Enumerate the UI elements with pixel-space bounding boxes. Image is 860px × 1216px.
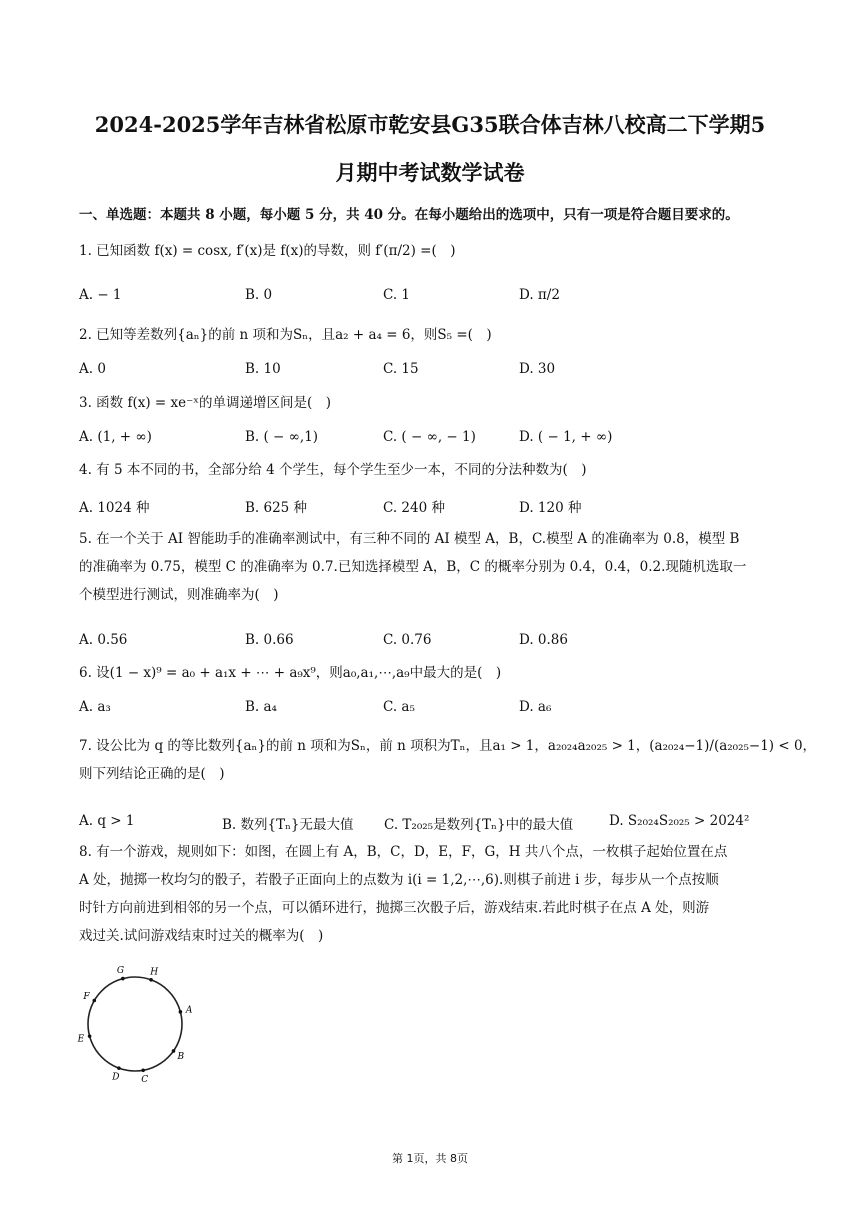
option-d: D. ( − 1, + ∞) bbox=[519, 429, 613, 445]
option-a: A. (1, + ∞) bbox=[79, 429, 152, 445]
point-e bbox=[88, 1034, 92, 1038]
question-5-line-2: 的准确率为 0.75，模型 C 的准确率为 0.7.已知选择模型 A，B，C 的概率分别为 0.4，0.4，0.2.现随机选取一 bbox=[79, 559, 747, 575]
option-a: A. 0.56 bbox=[79, 632, 128, 648]
question-8-line-2: A 处，抛掷一枚均匀的骰子，若骰子正面向上的点数为 i(i = 1,2,⋯,6).则棋子前进 i 步，每步从一个点按顺 bbox=[79, 872, 719, 888]
circle-outline bbox=[88, 977, 182, 1071]
question-5-options bbox=[79, 632, 781, 652]
option-d: D. π/2 bbox=[519, 287, 560, 303]
point-c bbox=[141, 1068, 145, 1072]
option-a: A. − 1 bbox=[79, 287, 122, 303]
question-5-line-3: 个模型进行测试，则准确率为( ) bbox=[79, 587, 279, 603]
option-b: B. 0.66 bbox=[245, 632, 294, 648]
question-6-stem: 6. 设(1 − x)⁹ = a₀ + a₁x + ⋯ + a₉x⁹，则a₀,a₁,⋯,a₉中最大的是( ) bbox=[79, 665, 502, 681]
point-h bbox=[149, 978, 153, 982]
question-3-options bbox=[79, 429, 781, 449]
point-b bbox=[172, 1049, 176, 1053]
question-7-line-1: 7. 设公比为 q 的等比数列{aₙ}的前 n 项和为Sₙ，前 n 项积为Tₙ，且a₁ > 1，a₂₀₂₄a₂₀₂₅ > 1，(a₂₀₂₄−1)/(a₂₀₂₅−1) < 0， bbox=[79, 738, 817, 754]
question-8-line-1: 8. 有一个游戏，规则如下：如图，在圆上有 A，B，C，D，E，F，G，H 共八个点，一枚棋子起始位置在点 bbox=[79, 844, 728, 860]
option-c: C. 1 bbox=[383, 287, 411, 303]
point-a bbox=[179, 1010, 183, 1014]
point-label-h: H bbox=[150, 967, 159, 978]
section-heading: 一、单选题：本题共 8 小题，每小题 5 分，共 40 分。在每小题给出的选项中，只有一项是符合题目要求的。 bbox=[79, 207, 739, 223]
option-b: B. ( − ∞,1) bbox=[245, 429, 319, 445]
question-7-options bbox=[79, 813, 781, 833]
option-b: B. 0 bbox=[245, 287, 273, 303]
question-1-options bbox=[79, 287, 781, 307]
point-label-a: A bbox=[185, 1005, 193, 1016]
point-d bbox=[117, 1066, 121, 1070]
question-4-stem: 4. 有 5 本不同的书，全部分给 4 个学生，每个学生至少一本，不同的分法种数为( ) bbox=[79, 462, 587, 478]
option-c: C. 15 bbox=[383, 361, 419, 377]
option-d: D. 120 种 bbox=[519, 500, 582, 516]
circle-figure bbox=[70, 966, 200, 1086]
question-5-stem bbox=[79, 529, 783, 613]
point-label-f: F bbox=[83, 992, 90, 1002]
question-6-options bbox=[79, 699, 781, 719]
question-7-line-2: 则下列结论正确的是( ) bbox=[79, 766, 225, 782]
page-footer: 第 1页，共 8页 bbox=[392, 1152, 468, 1165]
question-8-stem bbox=[79, 842, 783, 954]
question-1-stem: 1. 已知函数 f(x) = cosx, f′(x)是 f(x)的导数，则 f′(π/2) =( ) bbox=[79, 243, 456, 259]
option-c: C. 240 种 bbox=[383, 500, 445, 516]
point-label-c: C bbox=[141, 1075, 149, 1086]
option-d: D. S₂₀₂₄S₂₀₂₅ > 2024² bbox=[609, 813, 750, 829]
page-title-line2: 月期中考试数学试卷 bbox=[335, 160, 525, 185]
question-8-line-4: 戏过关.试问游戏结束时过关的概率为( ) bbox=[79, 928, 324, 944]
question-2-stem: 2. 已知等差数列{aₙ}的前 n 项和为Sₙ，且a₂ + a₄ = 6，则S₅ =( ) bbox=[79, 327, 492, 343]
option-a: A. a₃ bbox=[79, 699, 111, 715]
option-b: B. 数列{Tₙ}无最大值 bbox=[222, 817, 354, 833]
option-d: D. 0.86 bbox=[519, 632, 568, 648]
option-d: D. a₆ bbox=[519, 699, 552, 715]
point-label-e: E bbox=[77, 1034, 85, 1045]
option-a: A. 1024 种 bbox=[79, 500, 150, 516]
question-2-options bbox=[79, 361, 781, 381]
option-b: B. 10 bbox=[245, 361, 281, 377]
option-b: B. 625 种 bbox=[245, 500, 308, 516]
question-8-line-3: 时针方向前进到相邻的另一个点，可以循环进行，抛掷三次骰子后，游戏结束.若此时棋子在点 A 处，则游 bbox=[79, 900, 710, 916]
point-f bbox=[92, 999, 96, 1003]
option-a: A. q > 1 bbox=[79, 813, 135, 829]
option-b: B. a₄ bbox=[245, 699, 277, 715]
question-3-stem: 3. 函数 f(x) = xe⁻ˣ的单调递增区间是( ) bbox=[79, 395, 331, 411]
option-c: C. T₂₀₂₅是数列{Tₙ}中的最大值 bbox=[384, 817, 574, 833]
option-a: A. 0 bbox=[79, 361, 106, 377]
page-title-line1: 2024-2025学年吉林省松原市乾安县G35联合体吉林八校高二下学期5 bbox=[94, 112, 766, 137]
point-label-b: B bbox=[177, 1052, 185, 1063]
point-label-d: D bbox=[112, 1072, 120, 1083]
question-4-options bbox=[79, 496, 781, 516]
point-label-g: G bbox=[116, 966, 125, 976]
point-g bbox=[121, 977, 125, 981]
option-c: C. ( − ∞, − 1) bbox=[383, 429, 476, 445]
question-5-line-1: 5. 在一个关于 AI 智能助手的准确率测试中，有三种不同的 AI 模型 A，B，C.模型 A 的准确率为 0.8，模型 B bbox=[79, 531, 740, 547]
option-c: C. a₅ bbox=[383, 699, 415, 715]
option-d: D. 30 bbox=[519, 361, 556, 377]
option-c: C. 0.76 bbox=[383, 632, 432, 648]
question-7-stem bbox=[79, 736, 817, 792]
